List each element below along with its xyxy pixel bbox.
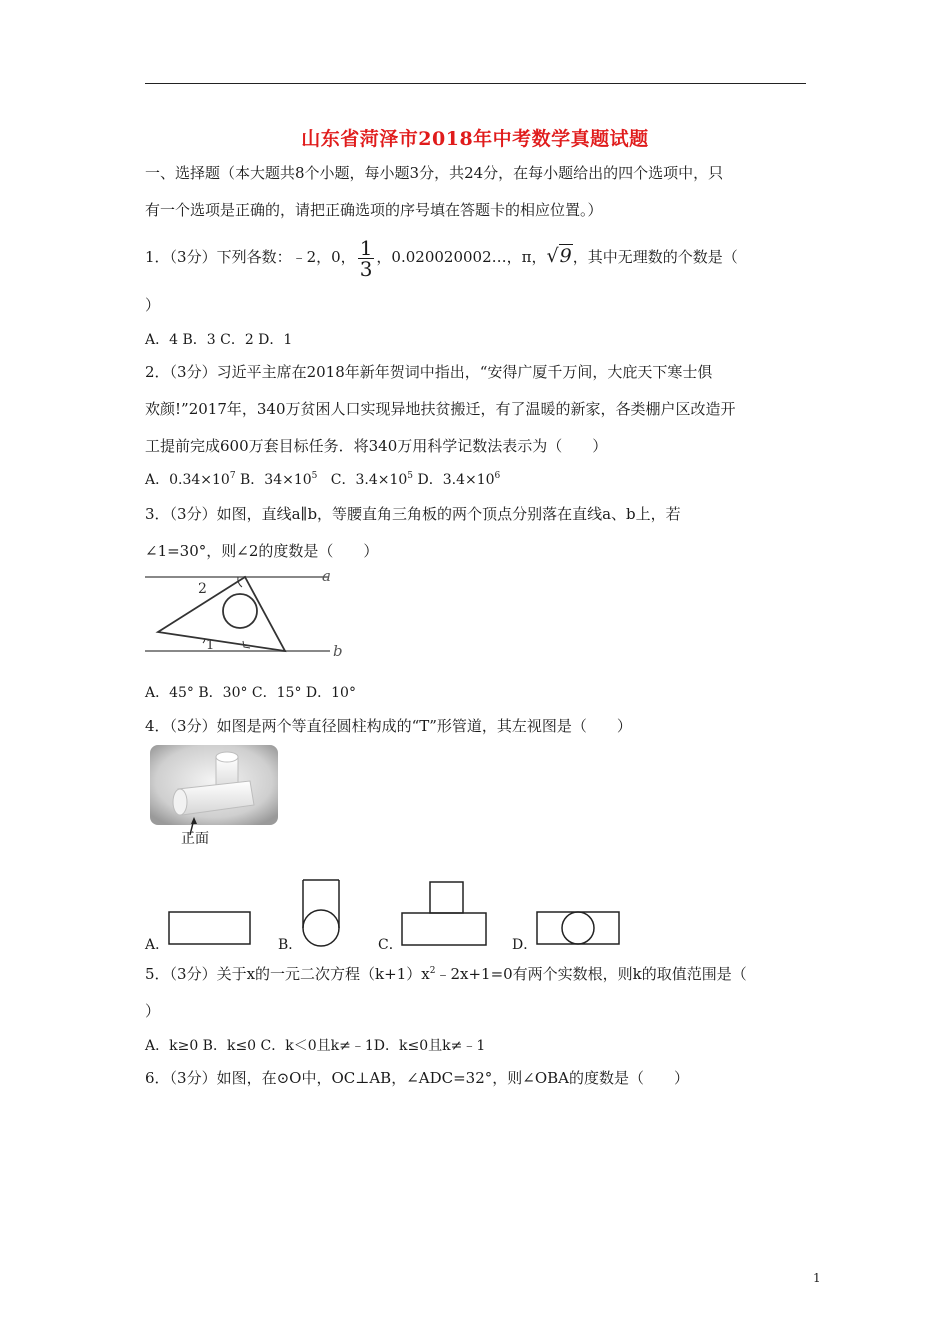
q2-option-a: A．0.34×10 (145, 472, 230, 488)
horizontal-pipe-end (173, 789, 187, 815)
q2-option-b: B．34×10 (240, 472, 312, 488)
q5-exponent: 2 (429, 966, 436, 976)
q5-suffix: ﹣2x+1=0有两个实数根，则k的取值范围是（ (435, 965, 747, 983)
q4-option-c-figure (400, 880, 490, 948)
option-c-bottom-rect (402, 913, 486, 945)
q4-option-b-label: B． (278, 937, 303, 953)
q2-options (145, 470, 500, 490)
q1-close-paren: ） (145, 296, 161, 314)
q2-line1: 2．（3分）习近平主席在2018年新年贺词中指出，“安得广厦千万间，大庇天下寒士俱 (145, 363, 713, 381)
q1-options: A．4 B．3 C．2 D．1 (145, 332, 293, 348)
label-2: 2 (198, 581, 207, 597)
label-b: b (333, 642, 343, 660)
question-5 (145, 964, 747, 984)
q5-options: A．k≥0 B．k≤0 C．k＜0且k≠﹣1D．k≤0且k≠﹣1 (145, 1038, 486, 1054)
label-1: 1 (206, 638, 215, 653)
q6-line1: 6．（3分）如图，在⊙O中，OC⊥AB，∠ADC=32°，则∠OBA的度数是（ ） (145, 1069, 689, 1087)
option-d-rect (537, 912, 619, 944)
q2-line2: 欢颜!”2017年，340万贫困人口实现异地扶贫搬迁，有了温暖的新家，各类棚户区改造开 (145, 400, 736, 418)
q5-close-paren: ） (145, 1002, 161, 1020)
q2-option-d-exp: 6 (494, 471, 501, 481)
q4-option-d-label: D． (512, 937, 538, 953)
q3-line2: ∠1=30°，则∠2的度数是（ ） (145, 542, 379, 560)
triangle-ruler (158, 577, 285, 651)
option-a-rect (169, 912, 250, 944)
q4-line1: 4．（3分）如图是两个等直径圆柱构成的“T”形管道，其左视图是（ ） (145, 717, 632, 735)
q4-option-c-label: C． (378, 937, 403, 953)
fraction-one-third (358, 235, 375, 281)
photo-caption: 正面 (181, 831, 209, 847)
label-a: a (322, 567, 331, 585)
q2-option-c-exp: 5 (407, 471, 414, 481)
page-number: 1 (813, 1271, 821, 1285)
q1-prefix: 1．（3分）下列各数：﹣2，0， (145, 248, 356, 266)
q4-option-a-label: A． (145, 937, 170, 953)
fraction-numerator: 1 (359, 235, 373, 260)
q1-suffix: ，其中无理数的个数是（ (572, 248, 738, 266)
question-1 (145, 236, 738, 279)
sqrt-nine (546, 244, 572, 267)
q2-line3: 工提前完成600万套目标任务．将340万用科学记数法表示为（ ） (145, 437, 608, 455)
sqrt-radicand: 9 (559, 245, 572, 267)
q4-option-b-figure (300, 878, 344, 948)
q3-figure (140, 565, 360, 665)
q2-option-c: C．3.4×10 (330, 472, 408, 488)
q3-line1: 3．（3分）如图，直线a∥b，等腰直角三角板的两个顶点分别落在直线a、b上，若 (145, 505, 681, 523)
option-d-circle (562, 912, 594, 944)
option-c-top-rect (430, 882, 463, 913)
fraction-denominator: 3 (359, 256, 373, 281)
q3-options: A．45° B．30° C．15° D．10° (145, 685, 356, 701)
q5-prefix: 5．（3分）关于x的一元二次方程（k+1）x (145, 965, 430, 983)
ruler-hole (223, 594, 257, 628)
section-instructions-line1: 一、选择题（本大题共8个小题，每小题3分，共24分，在每小题给出的四个选项中，只 (145, 164, 724, 182)
vertical-pipe-top (216, 752, 238, 762)
q4-pipe-photo (150, 745, 280, 850)
header-rule (145, 83, 806, 84)
q1-mid: ，0.020020002…，π， (376, 248, 547, 266)
q2-option-b-exp: 5 (311, 471, 318, 481)
sqrt-symbol: √ (546, 245, 559, 267)
page-title: 山东省菏泽市2018年中考数学真题试题 (301, 128, 649, 150)
option-b-circle (303, 910, 339, 946)
q4-option-a-figure (168, 910, 252, 946)
q2-option-d: D．3.4×10 (417, 472, 495, 488)
section-instructions-line2: 有一个选项是正确的，请把正确选项的序号填在答题卡的相应位置。） (145, 201, 603, 219)
q2-option-a-exp: 7 (229, 471, 236, 481)
q4-option-d-figure (536, 910, 622, 946)
